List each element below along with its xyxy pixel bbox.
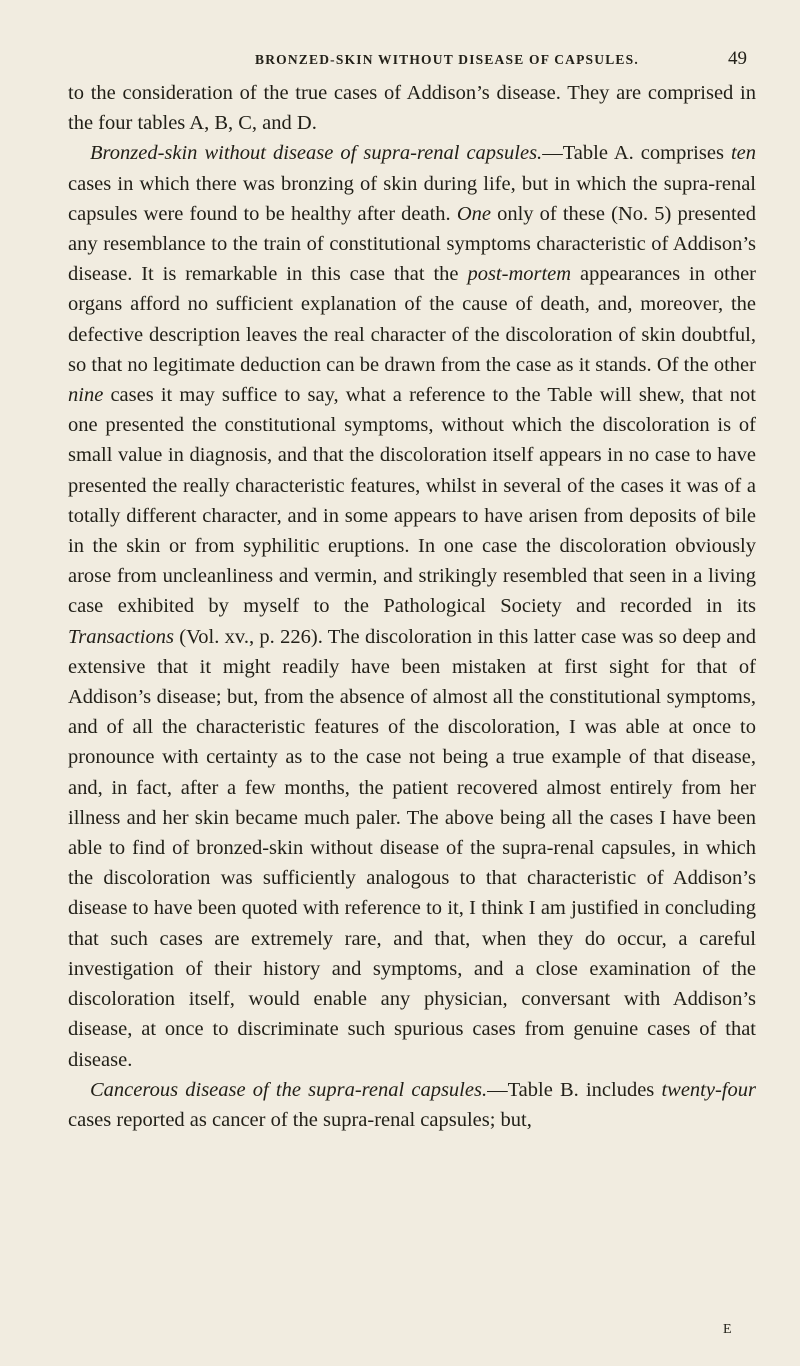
text-segment-italic: One — [456, 202, 491, 225]
text-segment: —Table B. includes — [487, 1078, 662, 1101]
text-segment-italic: post-mortem — [467, 263, 572, 286]
paragraph-2 — [68, 138, 756, 1074]
text-segment: only of these (No. 5) presented any resemblance to the train of constitutional symptoms characteristic of Addison’s disease. It is remarkable in this case that the — [68, 202, 756, 286]
text-segment-italic: ten — [730, 142, 756, 165]
running-title: BRONZED-SKIN WITHOUT DISEASE OF CAPSULES. — [255, 52, 639, 67]
paragraph-1 — [68, 78, 756, 138]
paragraph-3 — [68, 1075, 756, 1135]
body-text — [68, 78, 756, 1135]
section-heading-cancerous-disease: Cancerous disease of the supra-renal capsules. — [90, 1078, 488, 1101]
text-segment-italic: twenty-four — [661, 1078, 756, 1101]
text-segment-italic: Transactions — [68, 625, 174, 648]
text-segment: —Table A. comprises — [542, 142, 731, 165]
text-segment: cases reported as cancer of the supra-renal capsules; but, — [68, 1108, 532, 1131]
text-segment: appearances in other organs afford no sufficient explanation of the cause of death, and, moreover, the defective description leaves the real character of the discoloration of skin doubtful, so that no legitimate deduction can be drawn from the case as it stands. Of the other — [68, 263, 756, 376]
section-heading-bronzed-skin: Bronzed-skin without disease of supra-renal capsules. — [90, 142, 543, 165]
text-segment: cases it may suffice to say, what a reference to the Table will shew, that not one presented the constitutional symptoms, without which the discoloration is of small value in diagnosis, and that the discoloration itself appears in no case to have presented the really characteristic features, whilst in several of the cases it was of a totally different character, and in some appears to have arisen from deposits of bile in the skin or from syphilitic eruptions. In one case the discoloration obviously arose from uncleanliness and vermin, and strikingly resembled that seen in a living case exhibited by myself to the Pathological Society and recorded in its — [68, 384, 756, 618]
page-number: 49 — [728, 48, 747, 69]
text-segment: to the consideration of the true cases of Addison’s disease. They are comprised in the four tables A, B, C, and D. — [68, 82, 756, 135]
text-segment-italic: nine — [68, 384, 104, 407]
text-segment: (Vol. xv., p. 226). The discoloration in this latter case was so deep and extensive that it might readily have been mistaken at first sight for that of Addison’s disease; but, from the absence of almost all the constitutional symptoms, and of all the characteristic features of the discoloration, I was able at once to pronounce with certainty as to the case not being a true example of that disease, and, in fact, after a few months, the patient recovered almost entirely from her illness and her skin became much paler. The above being all the cases I have been able to find of bronzed-skin without disease of the supra-renal capsules, in which the discoloration was sufficiently analogous to that characteristic of Addison’s disease to have been quoted with reference to it, I think I am justified in concluding that such cases are extremely rare, and that, when they do occur, a careful investigation of their history and symptoms, and a close examination of the discoloration itself, would enable any physician, conversant with Addison’s disease, at once to discriminate such spurious cases from genuine cases of that disease. — [68, 625, 756, 1071]
text-segment: cases in which there was bronzing of skin during life, but in which the supra-renal capsules were found to be healthy after death. — [68, 172, 756, 225]
signature-mark: E — [723, 1322, 732, 1337]
